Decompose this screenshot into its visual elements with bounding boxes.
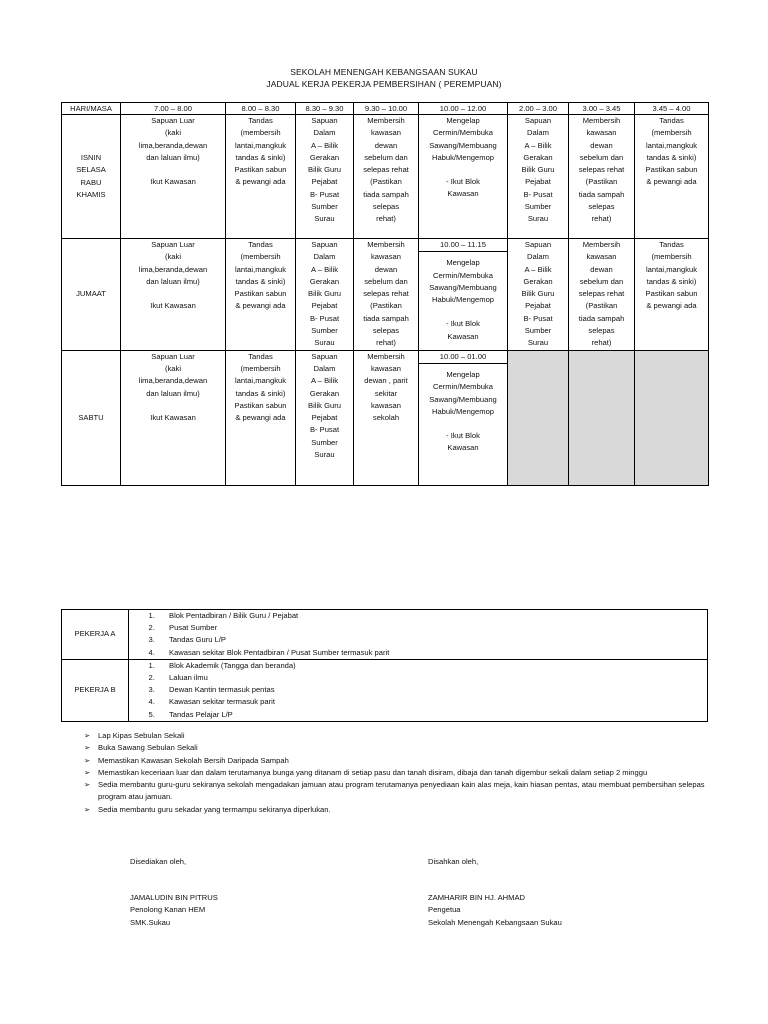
prepared-by-org: SMK.Sukau (130, 917, 171, 927)
task-line: kawasan (371, 128, 401, 138)
task-cell (419, 239, 508, 351)
approved-by-title: Pengetua (428, 905, 461, 915)
duty-note: ➢ Memastikan keceriaan luar dan dalam terutamanya bunga yang ditanam di setiap pasu dan tanah disiram, dibaja dan tanah digembur sekali dalam setiap 2 minggu (84, 767, 714, 779)
task-line: & pewangi ada (646, 301, 697, 311)
task-line: tandas & sinki) (235, 152, 286, 162)
task-line: Dalam (313, 128, 336, 138)
task-line: Cermin/Membuka (433, 128, 493, 138)
task-cell (121, 350, 226, 485)
task-cell (296, 115, 354, 239)
column-header: 3.45 – 4.00 (635, 103, 709, 115)
task-line: Pejabat (311, 413, 338, 423)
task-line: Membersih (367, 351, 405, 361)
task-cell (121, 115, 226, 239)
task-line: Sumber (524, 326, 552, 336)
task-line: tiada sampah (363, 189, 409, 199)
task-line: Mengelap (446, 369, 480, 379)
task-line: tandas & sinki) (646, 276, 697, 286)
task-line: & pewangi ada (646, 177, 697, 187)
task-line: Mengelap (446, 116, 480, 125)
task-line: lantai,mangkuk (645, 140, 698, 150)
day-cell (62, 239, 121, 351)
task-line: tandas & sinki) (235, 388, 286, 398)
task-line: Cermin/Membuka (433, 382, 493, 392)
task-line: B- Pusat (523, 189, 553, 199)
schedule-title: JADUAL KERJA PEKERJA PEMBERSIHAN ( PEREMPUAN) (266, 79, 502, 89)
task-cell (508, 239, 569, 351)
task-line: dewan (374, 140, 398, 150)
worker-label: PEKERJA A (62, 610, 129, 660)
task-cell (569, 239, 635, 351)
task-cell (296, 239, 354, 351)
task-line: Dalam (313, 363, 336, 373)
duty-note: ➢ Sedia membantu guru-guru sekiranya sekolah mengadakan jamuan atau program terutamanya penyediaan kain alas meja, kain hiasan pentas, atau membuat pembersihan selepas program atau jamuan. (84, 779, 714, 804)
day-cell (62, 350, 121, 485)
task-line: Sumber (311, 437, 338, 447)
area-item: 1. Blok Akademik (Tangga dan beranda) (157, 660, 707, 672)
task-line: Sapuan Luar (151, 240, 195, 249)
task-line: (membersih (240, 128, 281, 138)
task-line: (Pastikan (370, 177, 402, 187)
task-line: Membersih (582, 240, 621, 249)
task-line: A – Bilik (310, 140, 338, 150)
column-header: 10.00 – 12.00 (419, 103, 508, 115)
task-line: A – Bilik (524, 140, 552, 150)
prepared-by-name: JAMALUDIN BIN PITRUS (130, 893, 218, 903)
task-line: (Pastikan (370, 301, 402, 311)
task-line: Bilik Guru (308, 165, 341, 175)
day-label: ISNIN (80, 152, 102, 162)
task-line: Tandas (248, 116, 273, 125)
task-line: selepas (588, 326, 615, 336)
task-line: sekitar (374, 388, 398, 398)
duty-note: ➢ Sedia membantu guru sekadar yang termampu sekiranya diperlukan. (84, 804, 714, 816)
task-line: dewan , parit (364, 376, 408, 386)
task-line: tandas & sinki) (646, 152, 697, 162)
task-line: Gerakan (309, 388, 340, 398)
prepared-by-caption: Disediakan oleh, (130, 857, 187, 866)
task-cell (354, 239, 419, 351)
task-line: dewan (590, 264, 613, 274)
area-item: 2. Laluan ilmu (157, 672, 707, 684)
task-cell (635, 115, 709, 239)
task-cell (508, 115, 569, 239)
task-line (420, 418, 506, 430)
task-line: Surau (314, 450, 335, 460)
task-line: Sapuan (524, 116, 552, 125)
task-line: (kaki (164, 128, 182, 138)
approved-by-signature (428, 856, 562, 929)
task-line: Surau (527, 338, 549, 348)
task-line: sebelum dan (579, 152, 624, 162)
task-line: lantai,mangkuk (234, 140, 287, 150)
task-line: Bilik Guru (308, 400, 341, 410)
task-line: (membersih (240, 252, 281, 262)
task-line: sebelum dan (364, 276, 408, 286)
column-header: 8.00 – 8.30 (226, 103, 296, 115)
prepared-by-title: Penolong Kanan HEM (130, 905, 206, 915)
task-line: Pejabat (311, 177, 338, 187)
schedule-table (61, 102, 709, 486)
day-label: KHAMIS (76, 189, 106, 199)
task-line: lantai,mangkuk (234, 376, 287, 386)
approved-by-caption: Disahkan oleh, (428, 857, 479, 866)
task-line: dan laluan ilmu) (146, 388, 200, 398)
task-line: Sumber (311, 326, 338, 336)
task-line: rehat) (591, 338, 612, 348)
task-line: kawasan (371, 252, 401, 262)
empty-cell (635, 350, 709, 485)
task-line: (kaki (164, 252, 182, 262)
duty-note: ➢ Lap Kipas Sebulan Sekali (84, 730, 714, 742)
task-line: Sawang/Membuang (429, 282, 497, 292)
task-line: Pastikan sabun (234, 165, 287, 175)
task-cell (354, 115, 419, 239)
task-line: Habuk/Mengemop (431, 152, 495, 162)
task-line (420, 164, 506, 176)
task-line: Habuk/Mengemop (431, 406, 495, 416)
task-line (122, 400, 224, 412)
worker-row (62, 610, 708, 660)
task-line: A – Bilik (524, 264, 552, 274)
task-line: Gerakan (523, 152, 553, 162)
schedule-header-row (62, 103, 709, 115)
task-line: Membersih (367, 116, 405, 125)
schedule-row (62, 115, 709, 239)
task-line: lantai,mangkuk (645, 264, 698, 274)
task-line: B- Pusat (309, 425, 340, 435)
task-cell (635, 239, 709, 351)
task-line: tiada sampah (578, 313, 625, 323)
task-line: Sumber (524, 202, 552, 212)
sub-time-label: 10.00 – 01.00 (419, 351, 507, 364)
task-line: lima,beranda,dewan (138, 376, 208, 386)
task-line: Membersih (582, 116, 621, 125)
task-line: B- Pusat (309, 313, 340, 323)
task-line: kawasan (371, 400, 401, 410)
task-line: (Pastikan (585, 177, 618, 187)
task-line: lima,beranda,dewan (138, 140, 208, 150)
task-line: tandas & sinki) (235, 276, 286, 286)
task-cell (569, 115, 635, 239)
worker-areas (129, 610, 708, 660)
day-label: RABU (80, 177, 102, 187)
task-line: lantai,mangkuk (234, 264, 287, 274)
task-line: Surau (314, 338, 335, 348)
task-line: sekolah (372, 413, 400, 423)
column-header: 9.30 – 10.00 (354, 103, 419, 115)
task-line: Bilik Guru (521, 165, 555, 175)
task-line: (membersih (651, 128, 692, 138)
task-line: Sumber (311, 202, 338, 212)
task-line: dan laluan ilmu) (146, 276, 200, 286)
task-line: - Ikut Blok (446, 319, 480, 329)
task-line: selepas rehat (363, 165, 409, 175)
task-line: Dalam (527, 128, 549, 138)
task-line: (Pastikan (585, 301, 618, 311)
task-line: Tandas (248, 351, 273, 361)
worker-row (62, 659, 708, 721)
day-cell (62, 115, 121, 239)
task-cell (419, 115, 508, 239)
column-header: 7.00 – 8.00 (121, 103, 226, 115)
task-line: tiada sampah (363, 313, 409, 323)
column-header: 2.00 – 3.00 (508, 103, 569, 115)
task-line: Gerakan (309, 276, 340, 286)
task-line: Pejabat (525, 301, 551, 311)
task-line: Dalam (527, 252, 549, 262)
task-line: tiada sampah (578, 189, 625, 199)
task-line: Ikut Kawasan (150, 412, 196, 422)
task-line: Surau (314, 214, 335, 224)
task-line: Ikut Kawasan (150, 177, 196, 187)
task-line: Tandas (659, 240, 684, 249)
task-line: selepas rehat (578, 289, 625, 299)
task-line: Dalam (313, 252, 336, 262)
sub-time-label: 10.00 – 11.15 (419, 239, 507, 252)
task-line: Sapuan Luar (151, 351, 195, 361)
task-line: Sapuan (311, 351, 338, 361)
task-line: Habuk/Mengemop (431, 295, 495, 305)
school-name: SEKOLAH MENENGAH KEBANGSAAN SUKAU (290, 67, 478, 77)
task-cell (226, 350, 296, 485)
worker-label: PEKERJA B (62, 659, 129, 721)
task-line: Ikut Kawasan (150, 301, 196, 311)
task-line: Sapuan (311, 240, 338, 249)
area-item: 3. Dewan Kantin termasuk pentas (157, 684, 707, 696)
task-line: - Ikut Blok (446, 431, 480, 441)
task-line: (kaki (164, 363, 182, 373)
task-line: sebelum dan (579, 276, 624, 286)
task-line (122, 164, 224, 176)
task-line: Sawang/Membuang (429, 394, 497, 404)
task-line: rehat) (591, 214, 612, 224)
task-line: Gerakan (309, 152, 340, 162)
task-line: - Ikut Blok (446, 177, 480, 187)
task-line: kawasan (586, 252, 617, 262)
task-line: lima,beranda,dewan (138, 264, 208, 274)
task-line: Sapuan Luar (151, 116, 195, 125)
day-label: SABTU (78, 412, 104, 422)
task-line: B- Pusat (309, 189, 340, 199)
day-label: JUMAAT (76, 289, 106, 299)
task-line: kawasan (371, 363, 401, 373)
area-list (129, 610, 707, 659)
task-line: & pewangi ada (235, 177, 286, 187)
task-line: Kawasan (447, 443, 479, 453)
column-header: 8.30 – 9.30 (296, 103, 354, 115)
task-cell (296, 350, 354, 485)
duty-note: ➢ Memastikan Kawasan Sekolah Bersih Daripada Sampah (84, 755, 714, 767)
empty-cell (569, 350, 635, 485)
task-line: Gerakan (523, 276, 553, 286)
task-line: B- Pusat (523, 313, 553, 323)
task-cell (121, 239, 226, 351)
task-line: Bilik Guru (308, 289, 341, 299)
task-line: selepas rehat (578, 165, 625, 175)
task-line: Kawasan (447, 189, 479, 199)
area-item: 5. Tandas Pelajar L/P (157, 709, 707, 721)
area-item: 4. Kawasan sekitar termasuk parit (157, 696, 707, 708)
area-item: 1. Blok Pentadbiran / Bilik Guru / Pejabat (157, 610, 707, 622)
task-line: rehat) (376, 338, 396, 348)
task-line: Membersih (367, 240, 405, 249)
task-line: Pastikan sabun (645, 289, 698, 299)
task-line: rehat) (376, 214, 396, 224)
task-line: Sawang/Membuang (429, 140, 497, 150)
task-line: Surau (527, 214, 549, 224)
task-line: Tandas (659, 116, 684, 125)
column-header: 3.00 – 3.45 (569, 103, 635, 115)
task-line (420, 306, 506, 318)
task-line: Tandas (248, 240, 273, 249)
approved-by-name: ZAMHARIR BIN HJ. AHMAD (428, 893, 526, 903)
task-line: Mengelap (446, 258, 480, 268)
task-line: sebelum dan (364, 152, 408, 162)
area-list (129, 660, 707, 721)
column-header: HARI/MASA (62, 103, 121, 115)
area-item: 3. Tandas Guru L/P (157, 634, 707, 646)
duty-notes-list (84, 730, 714, 816)
area-item: 4. Kawasan sekitar Blok Pentadbiran / Pusat Sumber termasuk parit (157, 647, 707, 659)
empty-cell (508, 350, 569, 485)
worker-areas (129, 659, 708, 721)
task-line: Cermin/Membuka (433, 270, 493, 280)
task-line: Pejabat (525, 177, 551, 187)
task-line (122, 288, 224, 300)
task-line: dewan (374, 264, 398, 274)
task-line: dan laluan ilmu) (146, 152, 200, 162)
task-cell (354, 350, 419, 485)
task-line: A – Bilik (310, 264, 338, 274)
task-line: Kawasan (447, 331, 479, 341)
task-line: selepas (372, 326, 400, 336)
task-line: selepas rehat (363, 289, 409, 299)
task-line: Sapuan (524, 240, 552, 249)
task-line: (membersih (240, 363, 281, 373)
task-cell (226, 239, 296, 351)
task-line: Sapuan (311, 116, 338, 125)
task-line: kawasan (586, 128, 617, 138)
approved-by-org: Sekolah Menengah Kebangsaan Sukau (428, 917, 562, 927)
task-line: Pastikan sabun (234, 400, 287, 410)
task-line: dewan (590, 140, 613, 150)
task-line: Pastikan sabun (234, 289, 287, 299)
prepared-by-signature (130, 856, 218, 929)
worker-assignment-table (61, 609, 708, 722)
task-line: & pewangi ada (235, 413, 286, 423)
task-line: Bilik Guru (521, 289, 555, 299)
task-cell (419, 350, 508, 485)
task-line: selepas (588, 202, 615, 212)
task-line: A – Bilik (310, 376, 338, 386)
task-line: Pastikan sabun (645, 165, 698, 175)
task-line: selepas (372, 202, 400, 212)
schedule-row (62, 350, 709, 485)
area-item: 2. Pusat Sumber (157, 622, 707, 634)
day-label: SELASA (76, 165, 106, 175)
task-cell (226, 115, 296, 239)
task-line: & pewangi ada (235, 301, 286, 311)
task-line: Pejabat (311, 301, 338, 311)
schedule-row (62, 239, 709, 351)
duty-note: ➢ Buka Sawang Sebulan Sekali (84, 742, 714, 754)
task-line: (membersih (651, 252, 692, 262)
